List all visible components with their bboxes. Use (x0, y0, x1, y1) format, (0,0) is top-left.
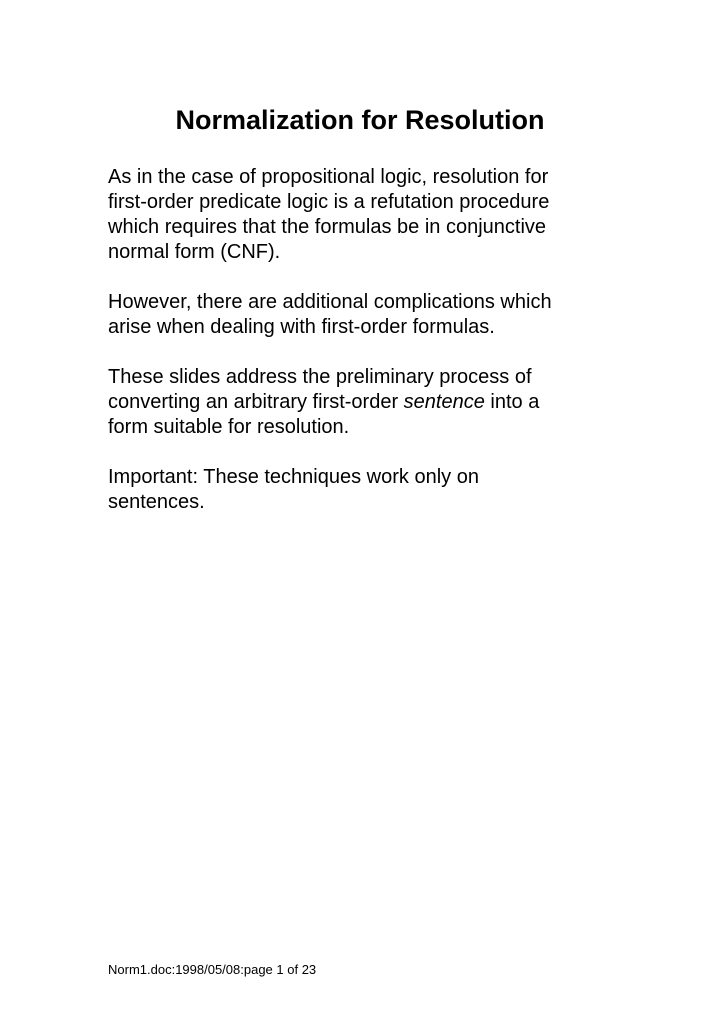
paragraph-2-line-2: arise when dealing with first-order formulas. (108, 316, 495, 338)
page-footer: Norm1.doc:1998/05/08:page 1 of 23 (108, 962, 317, 977)
paragraph-2 (108, 290, 608, 340)
paragraph-4-line-1: Important: These techniques work only on (108, 466, 479, 488)
paragraph-3-line-2-start: converting an arbitrary first-order (108, 391, 404, 413)
page-title: Normalization for Resolution (175, 105, 545, 135)
paragraph-1-line-2: first-order predicate logic is a refutation procedure (108, 191, 550, 213)
paragraph-4-line-2: sentences. (108, 491, 205, 513)
paragraph-3-line-3: form suitable for resolution. (108, 416, 350, 438)
paragraph-3-line-2 (108, 390, 608, 415)
paragraph-3-line-1: These slides address the preliminary process of (108, 366, 532, 388)
paragraph-2-line-1: However, there are additional complications which (108, 291, 552, 313)
paragraph-1-line-4: normal form (CNF). (108, 241, 281, 263)
document-body (108, 165, 608, 540)
paragraph-3 (108, 365, 608, 440)
paragraph-3-line-2-end: into a (484, 391, 540, 413)
emphasized-word: sentence (403, 391, 485, 413)
paragraph-1-line-3: which requires that the formulas be in conjunctive (108, 216, 547, 238)
paragraph-4 (108, 465, 608, 515)
paragraph-1-line-1: As in the case of propositional logic, resolution for (108, 166, 549, 188)
paragraph-1 (108, 165, 608, 265)
